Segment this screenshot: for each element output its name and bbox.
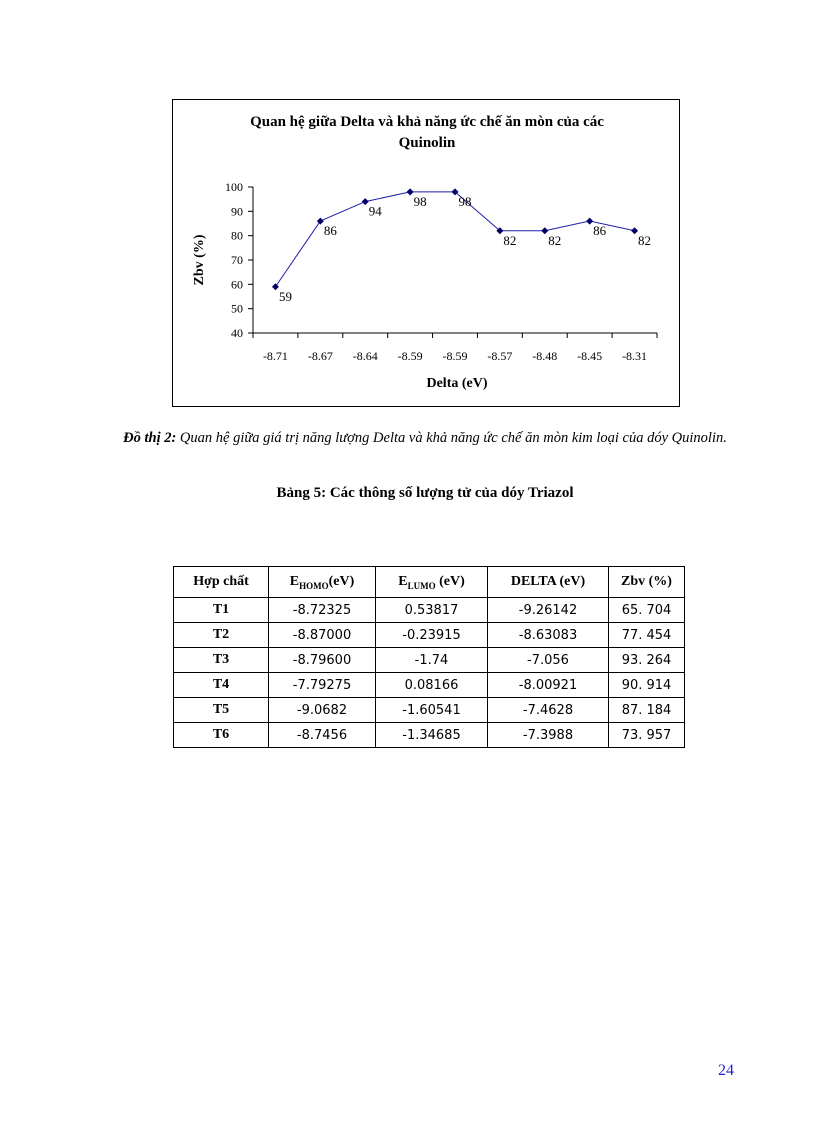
table-row [174, 598, 685, 623]
data-point [407, 188, 414, 195]
x-tick-label: -8.71 [262, 349, 288, 363]
y-axis-title: Zbv (%) [192, 234, 207, 286]
header-zbv: Zbv (%) [609, 567, 685, 598]
cell-compound: T1 [174, 598, 269, 623]
cell-ehomo: -8.79600 [269, 648, 376, 673]
data-point [272, 283, 279, 290]
cell-zbv: 77. 454 [609, 623, 685, 648]
chart-title-line-1: Quan hệ giữa Delta và khả năng ức chế ăn mòn của các [250, 114, 604, 130]
cell-delta: -7.056 [488, 648, 609, 673]
header-delta: DELTA (eV) [488, 567, 609, 598]
header-ehomo-main: E [289, 573, 300, 589]
quantum-parameters-table [173, 566, 685, 748]
cell-delta: -9.26142 [488, 598, 609, 623]
cell-ehomo: -8.7456 [269, 723, 376, 748]
data-point [586, 218, 593, 225]
cell-zbv: 87. 184 [609, 698, 685, 723]
chart-svg [173, 100, 681, 408]
table-row [174, 698, 685, 723]
cell-delta: -8.63083 [488, 623, 609, 648]
cell-compound: T2 [174, 623, 269, 648]
y-tick-label: 40 [231, 326, 243, 340]
cell-compound: T5 [174, 698, 269, 723]
y-tick-label: 80 [231, 228, 243, 243]
page-number: 24 [718, 1062, 734, 1079]
table-row [174, 623, 685, 648]
header-elumo-main: E [398, 573, 408, 589]
data-label: 82 [638, 232, 652, 248]
data-label: 82 [548, 232, 562, 248]
chart-figure [172, 99, 680, 407]
x-tick-label: -8.59 [397, 349, 423, 363]
chart-axes [225, 180, 657, 363]
data-point [631, 227, 638, 234]
table-title: Bảng 5: Các thông số lượng tử của dóy Triazol [276, 485, 574, 501]
x-tick-label: -8.48 [532, 349, 558, 363]
cell-delta: -8.00921 [488, 673, 609, 698]
data-label: 94 [368, 203, 382, 219]
header-ehomo-unit: (eV) [328, 573, 355, 589]
data-label: 59 [278, 288, 292, 304]
cell-delta: -7.4628 [488, 698, 609, 723]
x-tick-label: -8.45 [577, 349, 603, 363]
header-ehomo-sub: HOMO [299, 580, 329, 591]
data-label: 98 [413, 193, 427, 209]
cell-compound: T3 [174, 648, 269, 673]
header-elumo-sub: LUMO [407, 580, 436, 591]
cell-elumo: -0.23915 [376, 623, 488, 648]
header-ehomo [269, 567, 376, 598]
x-tick-label: -8.67 [307, 349, 333, 363]
header-elumo [376, 567, 488, 598]
header-elumo-unit: (eV) [435, 573, 465, 589]
cell-elumo: 0.08166 [376, 673, 488, 698]
cell-zbv: 90. 914 [609, 673, 685, 698]
figure-caption [120, 428, 730, 448]
cell-zbv: 73. 957 [609, 723, 685, 748]
cell-ehomo: -8.87000 [269, 623, 376, 648]
x-tick-label: -8.31 [622, 349, 648, 363]
cell-zbv: 65. 704 [609, 598, 685, 623]
cell-ehomo: -8.72325 [269, 598, 376, 623]
caption-label: Đồ thị 2: [123, 430, 177, 446]
cell-zbv: 93. 264 [609, 648, 685, 673]
table-row [174, 673, 685, 698]
data-label: 86 [323, 223, 337, 239]
table-row [174, 648, 685, 673]
data-label: 82 [503, 232, 517, 248]
cell-elumo: 0.53817 [376, 598, 488, 623]
y-tick-label: 50 [231, 301, 243, 316]
cell-compound: T4 [174, 673, 269, 698]
table-body [174, 598, 685, 748]
x-axis-title: Delta (eV) [426, 376, 488, 391]
y-tick-label: 90 [231, 204, 243, 219]
table-header-row [174, 567, 685, 598]
data-point [317, 218, 324, 225]
data-point [541, 227, 548, 234]
chart-title-line-2: Quinolin [398, 135, 456, 151]
cell-delta: -7.3988 [488, 723, 609, 748]
header-compound: Hợp chất [174, 567, 269, 598]
cell-compound: T6 [174, 723, 269, 748]
cell-elumo: -1.74 [376, 648, 488, 673]
chart-marks [272, 188, 651, 303]
x-tick-label: -8.57 [487, 349, 513, 363]
data-label: 98 [458, 193, 472, 209]
cell-ehomo: -9.0682 [269, 698, 376, 723]
data-point [362, 198, 369, 205]
x-tick-label: -8.59 [442, 349, 468, 363]
cell-elumo: -1.34685 [376, 723, 488, 748]
x-tick-label: -8.64 [352, 349, 378, 363]
series-line [275, 192, 634, 287]
y-tick-label: 60 [231, 277, 243, 292]
y-tick-label: 70 [231, 253, 243, 267]
caption-text: Quan hệ giữa giá trị năng lượng Delta và khả năng ức chế ăn mòn kim loại của dóy Quinolin. [179, 430, 727, 446]
table-row [174, 723, 685, 748]
y-tick-label: 100 [225, 180, 243, 194]
cell-ehomo: -7.79275 [269, 673, 376, 698]
cell-elumo: -1.60541 [376, 698, 488, 723]
data-label: 86 [593, 223, 607, 239]
